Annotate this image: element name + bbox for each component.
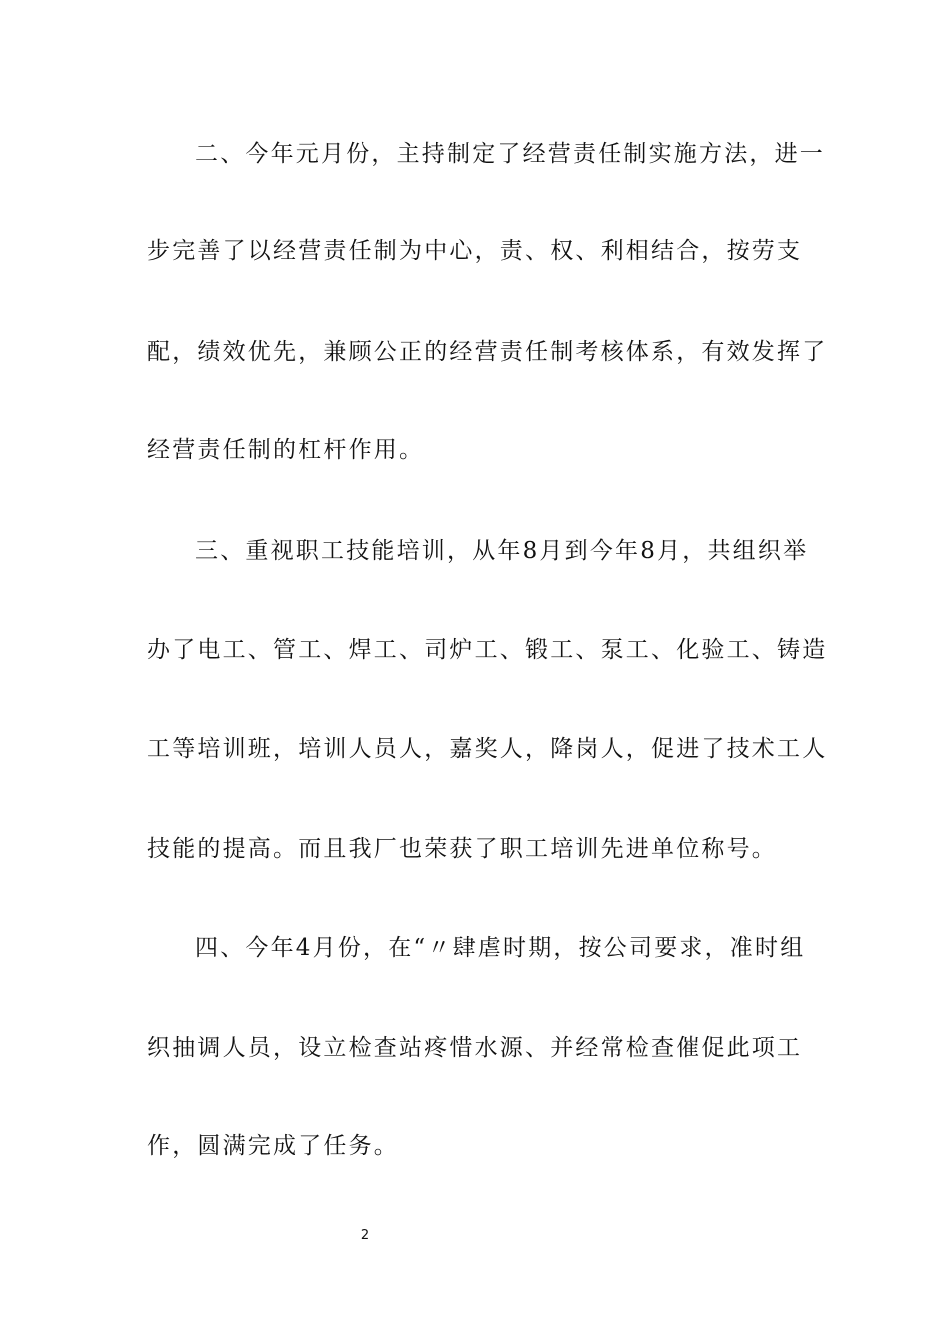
paragraph-2-line-2: 步完善了以经营责任制为中心，责、权、利相结合，按劳支	[147, 238, 803, 264]
paragraph-3-line-4: 技能的提高。而且我厂也荣获了职工培训先进单位称号。	[147, 836, 777, 862]
paragraph-3-line-1: 三、重视职工技能培训，从年8月到今年8月，共组织举	[195, 538, 809, 564]
paragraph-2-line-4: 经营责任制的杠杆作用。	[147, 437, 425, 463]
paragraph-2-line-1: 二、今年元月份，主持制定了经营责任制实施方法，进一	[195, 141, 825, 167]
paragraph-3-line-2: 办了电工、管工、焊工、司炉工、锻工、泵工、化验工、铸造	[147, 637, 828, 663]
paragraph-2-line-3: 配，绩效优先，兼顾公正的经营责任制考核体系，有效发挥了	[147, 339, 828, 365]
paragraph-4-line-3: 作，圆满完成了任务。	[147, 1133, 399, 1159]
paragraph-4-line-2: 织抽调人员，设立检查站疼惜水源、并经常检查催促此项工	[147, 1035, 803, 1061]
page-number: 2	[360, 1228, 370, 1243]
paragraph-3-line-3: 工等培训班，培训人员人，嘉奖人，降岗人，促进了技术工人	[147, 736, 828, 762]
paragraph-4-line-1: 四、今年4月份，在“〃肆虐时期，按公司要求，准时组	[195, 935, 806, 961]
